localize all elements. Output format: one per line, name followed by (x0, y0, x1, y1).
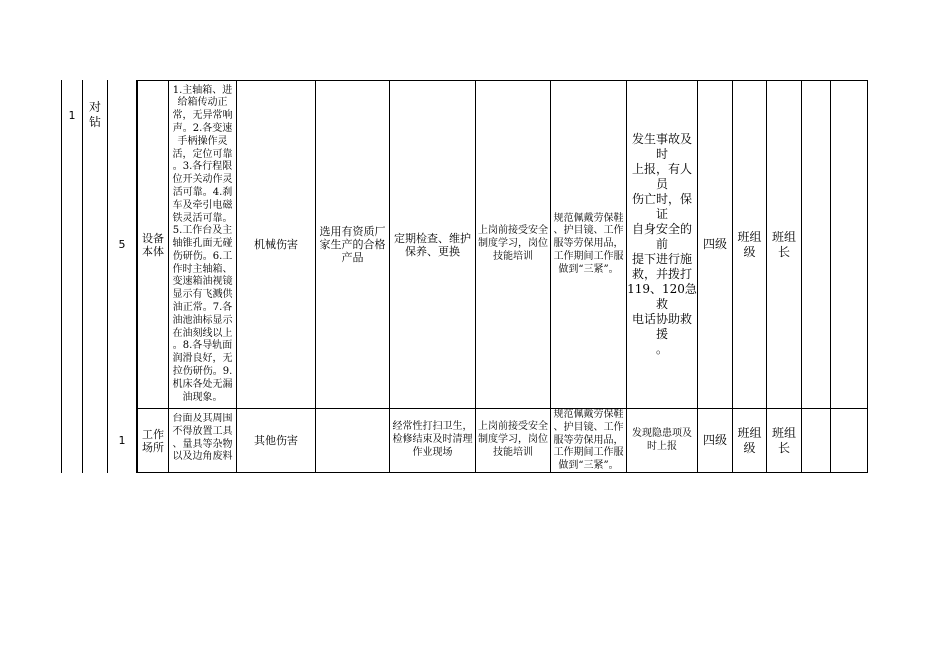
grid-line (867, 80, 868, 473)
control-level-cell: 班组 级 (737, 425, 762, 455)
check-standard-cell: 台面及其周围 不得放置工具 、量具等杂物 以及边角废料 (172, 413, 233, 463)
hazard-cell: 机械伤害 (254, 238, 298, 251)
risk-level-cell: 四级 (702, 433, 727, 447)
grid-line (82, 80, 83, 473)
grid-line (61, 80, 62, 473)
grid-line (136, 472, 868, 473)
grid-line (830, 80, 831, 473)
ppe-measure-cell: 规范佩戴劳保鞋 、护目镜、工作 服等劳保用品， 工作期间工作服 做到“三紧”。 (553, 409, 624, 472)
grid-line (801, 80, 802, 473)
ppe-measure-cell: 规范佩戴劳保鞋 、护目镜、工作 服等劳保用品， 工作期间工作服 做到“三紧”。 (553, 212, 624, 275)
part-cell: 设备 本体 (142, 231, 164, 258)
training-measure-cell: 上岗前接受安全 制度学习，岗位 技能培训 (478, 225, 548, 262)
training-measure-cell: 上岗前接受安全 制度学习，岗位 技能培训 (478, 421, 548, 458)
emergency-measure-cell: 发现隐患项及 时上报 (632, 427, 692, 452)
hazard-cell: 其他伤害 (254, 434, 298, 447)
engineering-measure-cell (316, 409, 389, 472)
part-cell: 工作 场所 (142, 427, 164, 454)
risk-level-cell: 四级 (702, 237, 727, 251)
control-level-cell: 班组 级 (737, 229, 762, 259)
engineering-measure-cell: 选用有资质厂 家生产的合格 产品 (319, 225, 386, 264)
check-standard-cell: 1.主轴箱、进 给箱传动正 常，无异常响 声。2.各变速 手柄操作灵 活，定位可靠 。3.各行程限 位开关动作灵 活可靠。4.刹 车及牵引电磁 铁灵活可靠。 5.工作台及主 轴锥孔面无碰 伤研伤。6.工 作时主轴箱、 变速箱油视镜 显示有飞溅供 油正常。7.各 油池油标显示 在油刻线以上 。8.各导轨面 润滑良好，无 拉伤研伤。9. 机床各处无漏 油现象。 (172, 84, 233, 403)
responsible-cell: 班组 长 (771, 425, 796, 455)
management-measure-cell: 定期检查、维护 保养、更换 (394, 231, 471, 258)
item-no-cell: 5 (118, 238, 126, 251)
emergency-measure-cell: 发生事故及时 上报，有人员 伤亡时，保证 自身安全的前 提下进行施 救，并拨打 119、120急救 电话协助救援 。 (627, 132, 697, 356)
item-no-cell: 1 (118, 434, 126, 447)
row-seq-cell: 1 (68, 108, 76, 122)
management-measure-cell: 经常性打扫卫生， 检修结束及时清理 作业现场 (392, 421, 473, 458)
responsible-cell: 班组 长 (771, 229, 796, 259)
equipment-name-cell: 对 钻 (88, 100, 101, 129)
